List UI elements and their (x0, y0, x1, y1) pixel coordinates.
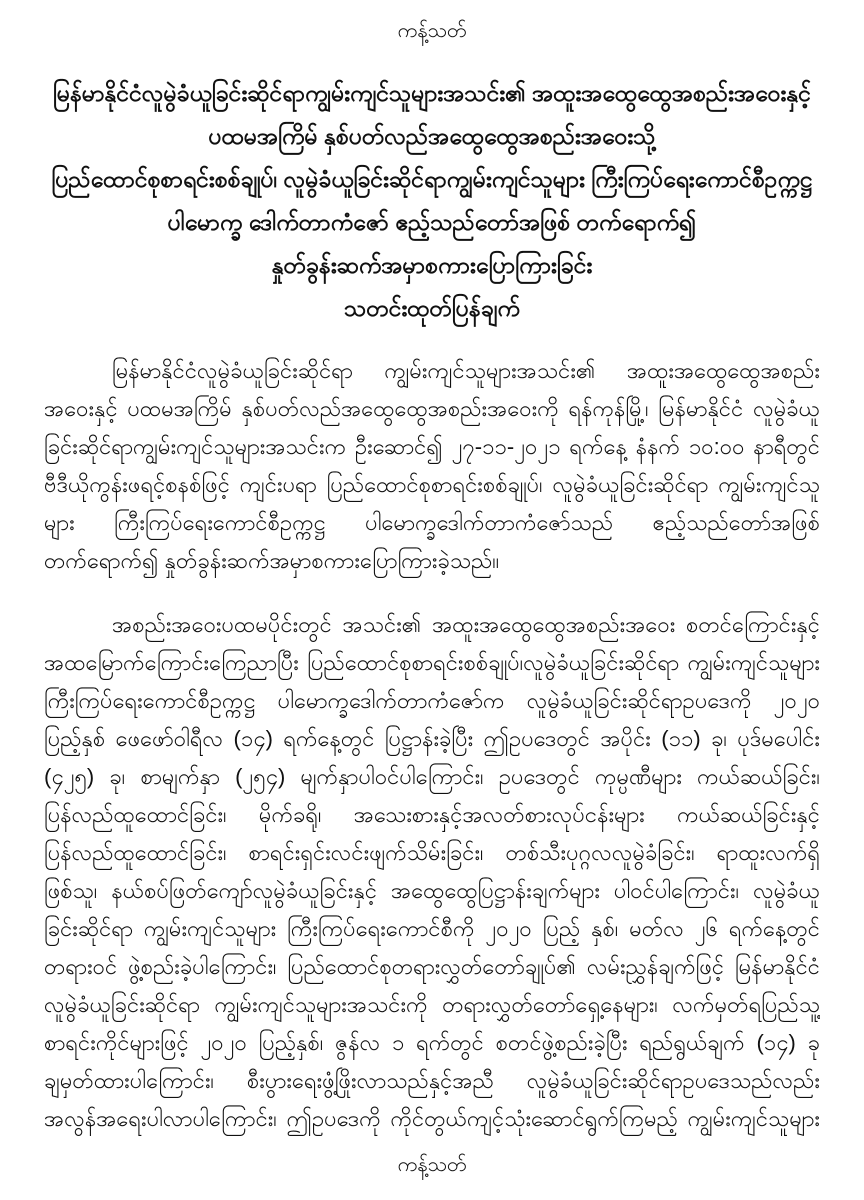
text-line: ကြီးကြပ်ရေးကောင်စီဥက္ကဋ္ဌ ပါမောက္ခဒေါက်တာကံဇော်က လူမွဲခံယူခြင်းဆိုင်ရာဥပဒေကို ၂၀၂၀ (44, 688, 820, 713)
text-line: အလွန်အရေးပါလာပါကြောင်း၊ ဤဥပဒေကို ကိုင်တွယ်ကျင့်သုံးဆောင်ရွက်ကြမည့် ကျွမ်းကျင်သူများ (44, 1106, 820, 1131)
text-line: တရားဝင် ဖွဲ့စည်းခဲ့ပါကြောင်း၊ ပြည်ထောင်စုတရားလွှတ်တော်ချုပ်၏ လမ်းညွှန်ချက်ဖြင့် မြန်မာနိုင်ငံ (44, 954, 820, 979)
paragraph-2 (44, 606, 820, 1138)
title-line: ပါမောက္ခ ဒေါက်တာကံဇော် ဧည့်သည်တော်အဖြစ် တက်ရောက်၍ (167, 209, 697, 235)
paragraph-1 (44, 352, 820, 580)
text-line: ပြန်လည်ထူထောင်ခြင်း၊ မိုက်ခရို၊ အသေးစားနှင့်အလတ်စားလုပ်ငန်းများ ကယ်ဆယ်ခြင်းနှင့် (44, 802, 820, 827)
title-line: နှုတ်ခွန်းဆက်အမှာစကားပြောကြားခြင်း (271, 252, 593, 278)
title-line: မြန်မာနိုင်ငံလူမွဲခံယူခြင်းဆိုင်ရာကျွမ်းကျင်သူများအသင်း၏ အထူးအထွေထွေအစည်းအဝေးနှင့် (53, 80, 811, 106)
classification-footer: ကန့်သတ် (397, 1154, 467, 1176)
text-line: တက်ရောက်၍ နှုတ်ခွန်းဆက်အမှာစကားပြောကြားခဲ့သည်။ (44, 548, 500, 573)
text-line: များ ကြီးကြပ်ရေးကောင်စီဥက္ကဋ္ဌ ပါမောက္ခဒေါက်တာကံဇော်သည် ဧည့်သည်တော်အဖြစ် (44, 510, 820, 535)
text-line: ခြင်းဆိုင်ရာကျွမ်းကျင်သူများအသင်းက ဦးဆောင်၍ ၂၇-၁၁-၂၀၂၁ ရက်နေ့ နံနက် ၁၀:၀၀ နာရီတွင် (44, 434, 820, 459)
text-line: လူမွဲခံယူခြင်းဆိုင်ရာ ကျွမ်းကျင်သူများအသင်းကို တရားလွှတ်တော်ရှေ့နေများ၊ လက်မှတ်ရပြည်သူ့ (44, 992, 820, 1017)
title-line: ပြည်ထောင်စုစာရင်းစစ်ချုပ်၊ လူမွဲခံယူခြင်းဆိုင်ရာကျွမ်းကျင်သူများ ကြီးကြပ်ရေးကောင်စီဥက္ကဋ္ဌ (51, 166, 813, 192)
text-line: ပြန်လည်ထူထောင်ခြင်း၊ စာရင်းရှင်းလင်းဖျက်သိမ်းခြင်း၊ တစ်သီးပုဂ္ဂလလူမွဲခံခြင်း၊ ရာထူးလက်ရှိ (44, 840, 820, 865)
text-line: အဝေးနှင့် ပထမအကြိမ် နှစ်ပတ်လည်အထွေထွေအစည်းအဝေးကို ရန်ကုန်မြို့၊ မြန်မာနိုင်ငံ လူမွဲခံယူ (44, 396, 820, 421)
text-line: ချမှတ်ထားပါကြောင်း၊ စီးပွားရေးဖွံ့ဖြိုးလာသည်နှင့်အညီ လူမွဲခံယူခြင်းဆိုင်ရာဥပဒေသည်လည်း (44, 1068, 820, 1093)
text-line: အထမြောက်ကြောင်းကြေညာပြီး ပြည်ထောင်စုစာရင်းစစ်ချုပ်၊လူမွဲခံယူခြင်းဆိုင်ရာ ကျွမ်းကျင်သူများ (44, 650, 820, 675)
text-line: ဗီဒီယိုကွန်းဖရင့်စနစ်ဖြင့် ကျင်းပရာ ပြည်ထောင်စုစာရင်းစစ်ချုပ်၊ လူမွဲခံယူခြင်းဆိုင်ရာ ကျွမ်းကျင်သူ (44, 472, 820, 497)
classification-header: ကန့်သတ် (397, 20, 467, 42)
title-line: သတင်းထုတ်ပြန်ချက် (344, 295, 520, 321)
text-line: ခြင်းဆိုင်ရာ ကျွမ်းကျင်သူများ ကြီးကြပ်ရေးကောင်စီကို ၂၀၂၀ ပြည့် နှစ်၊ မတ်လ ၂၆ ရက်နေ့တွင် (44, 916, 820, 941)
text-line: ဖြစ်သူ၊ နယ်စပ်ဖြတ်ကျော်လူမွဲခံယူခြင်းနှင့် အထွေထွေပြဋ္ဌာန်းချက်များ ပါဝင်ပါကြောင်း၊ လူမွဲခံယူ (44, 878, 820, 903)
text-line: မြန်မာနိုင်ငံလူမွဲခံယူခြင်းဆိုင်ရာ ကျွမ်းကျင်သူများအသင်း၏ အထူးအထွေထွေအစည်း (112, 358, 820, 383)
text-line: အစည်းအဝေးပထမပိုင်းတွင် အသင်း၏ အထူးအထွေထွေအစည်းအဝေး စတင်ကြောင်းနှင့် (112, 612, 820, 637)
text-line: ပြည့်နှစ် ဖေဖော်ဝါရီလ (၁၄) ရက်နေ့တွင် ပြဋ္ဌာန်းခဲ့ပြီး ဤဥပဒေတွင် အပိုင်း (၁၁) ခု၊ ပုဒ်မပေါင်း (44, 726, 820, 751)
document-title (44, 72, 820, 330)
text-line: (၄၂၅) ခု၊ စာမျက်နှာ (၂၅၄) မျက်နှာပါဝင်ပါကြောင်း၊ ဥပဒေတွင် ကုမ္ပဏီများ ကယ်ဆယ်ခြင်း၊ (44, 764, 820, 789)
title-line: ပထမအကြိမ် နှစ်ပတ်လည်အထွေထွေအစည်းအဝေးသို့ (208, 123, 656, 149)
text-line: စာရင်းကိုင်များဖြင့် ၂၀၂၀ ပြည့်နှစ်၊ ဇွန်လ ၁ ရက်တွင် စတင်ဖွဲ့စည်းခဲ့ပြီး ရည်ရွယ်ချက် (၁၄) ခု (44, 1030, 820, 1055)
